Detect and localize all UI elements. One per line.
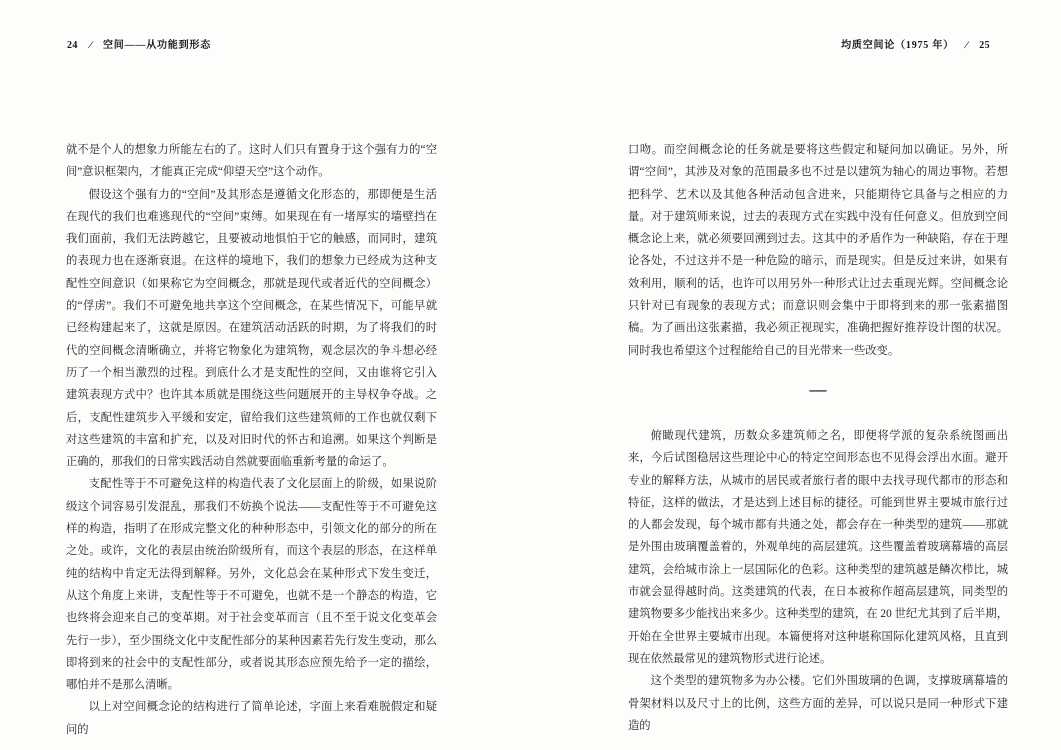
paragraph: 这个类型的建筑物多为办公楼。它们外围玻璃的色调，支撑玻璃幕墙的骨架材料以及尺寸上的比例，这些方面的差异，可以说只是同一种形式下建造的: [628, 675, 1008, 732]
left-page-number: 24: [67, 40, 78, 51]
right-running-head: [841, 36, 990, 51]
running-head-separator: /: [963, 40, 970, 51]
left-running-head: [67, 36, 211, 51]
paragraph: 口吻。而空间概念论的任务就是要将这些假定和疑问加以确证。另外，所谓“空间”，其涉及对象的范围最多也不过是以建筑为轴心的周边事物。若想把科学、艺术以及其他各种活动包含进来，只能期待它具备与之相应的力量。对于建筑师来说，过去的表现方式在实践中没有任何意义。但放到空间概念论上来，就必须要回溯到过去。这其中的矛盾作为一种缺陷，存在于理论各处，不过这并不是一种危险的暗示，而是现实。但是反过来讲，如果有效利用，顺利的话，也许可以用另外一种形式让过去重现光辉。空间概念论只针对已有现象的表现方式；而意识则会集中于即将到来的那一张素描图稿。为了画出这张素描，我必须正视现实，准确把握好推荐设计图的状况。同时我也希望这个过程能给自己的目光带来一些改变。: [628, 144, 1008, 357]
running-head-separator: /: [87, 40, 94, 51]
left-text-column: [66, 139, 437, 741]
paragraph: 就不是个人的想象力所能左右的了。这时人们只有置身于这个强有力的“空间”意识框架内，才能真正完成“仰望天空”这个动作。: [66, 144, 437, 179]
paragraph: 以上对空间概念论的结构进行了简单论述，字面上来看难脱假定和疑问的: [66, 701, 437, 736]
right-text-column: [628, 139, 1008, 737]
paragraph: 俯瞰现代建筑，历数众多建筑师之名，即便将学派的复杂系统图画出来，今后试图稳居这些理论中心的特定空间形态也不见得会浮出水面。避开专业的解释方法，从城市的居民或者旅行者的眼中去找寻现代都市的形态和特征，这样的做法，才是达到上述目标的捷径。可能到世界主要城市旅行过的人都会发现，每个城市都有共通之处，都会存在一种类型的建筑——那就是外围由玻璃覆盖着的，外观单纯的高层建筑。这些覆盖着玻璃幕墙的高层建筑，会给城市涂上一层国际化的色彩。这种类型的建筑越是鳞次栉比，城市就会显得越时尚。这类建筑的代表，在日本被称作超高层建筑，同类型的建筑物要多少能找出来多少。这种类型的建筑，在 20 世纪尤其到了后半期，开始在全世界主要城市出现。本篇便将对这种堪称国际化建筑风格，且直到现在依然最常见的建筑物形式进行论述。: [628, 429, 1008, 665]
paragraph: 假设这个强有力的“空间”及其形态是遵循文化形态的，那即便是生活在现代的我们也难逃现代的“空间”束缚。如果现在有一堵厚实的墙壁挡在我们面前，我们无法跨越它，且要被动地惧怕于它的触感，而同时，建筑的表现力也在逐渐衰退。在这样的境地下，我们的想象力已经成为这种支配性空间意识（如果称它为空间概念，那就是现代或者近代的空间概念）的“俘虏”。我们不可避免地共享这个空间概念，在某些情况下，可能早就已经构建起来了，这就是原因。在建筑活动活跃的时期，为了将我们的时代的空间概念清晰确立，并将它物象化为建筑物，观念层次的争斗想必经历了一个相当激烈的过程。到底什么才是支配性的空间，又由谁将它引入建筑表现方式中？也许其本质就是围绕这些问题展开的主导权争夺战。之后，支配性建筑步入平缓和安定，留给我们这些建筑师的工作也就仅剩下对这些建筑的丰富和扩充，以及对旧时代的怀古和追溯。如果这个判断是正确的，那我们的日常实践活动自然就要面临重新考量的命运了。: [66, 188, 437, 469]
section-title: 均质空间论（1975 年）: [841, 40, 954, 51]
chapter-title: 空间——从功能到形态: [103, 40, 211, 51]
section-divider: —: [809, 379, 827, 399]
paragraph: 支配性等于不可避免这样的构造代表了文化层面上的阶级，如果说阶级这个词容易引发混乱，那我们不妨换个说法——支配性等于不可避免这样的构造，指明了在形成完整文化的种种形态中，引领文化的部分的所在之处。或许，文化的表层由统治阶级所有，而这个表层的形态，在这样单纯的结构中肯定无法得到解释。另外，文化总会在某种形式下发生变迁，从这个角度上来讲，支配性等于不可避免，也就不是一个静态的构造，它也终将会迎来自己的变革期。对于社会变革而言（且不至于说文化变革会先行一步），至少围绕文化中支配性部分的某种因素若先行发生变动，那么即将到来的社会中的支配性部分，或者说其形态应预先给予一定的描绘，哪怕并不是那么清晰。: [66, 478, 437, 692]
right-page-number: 25: [979, 40, 990, 51]
